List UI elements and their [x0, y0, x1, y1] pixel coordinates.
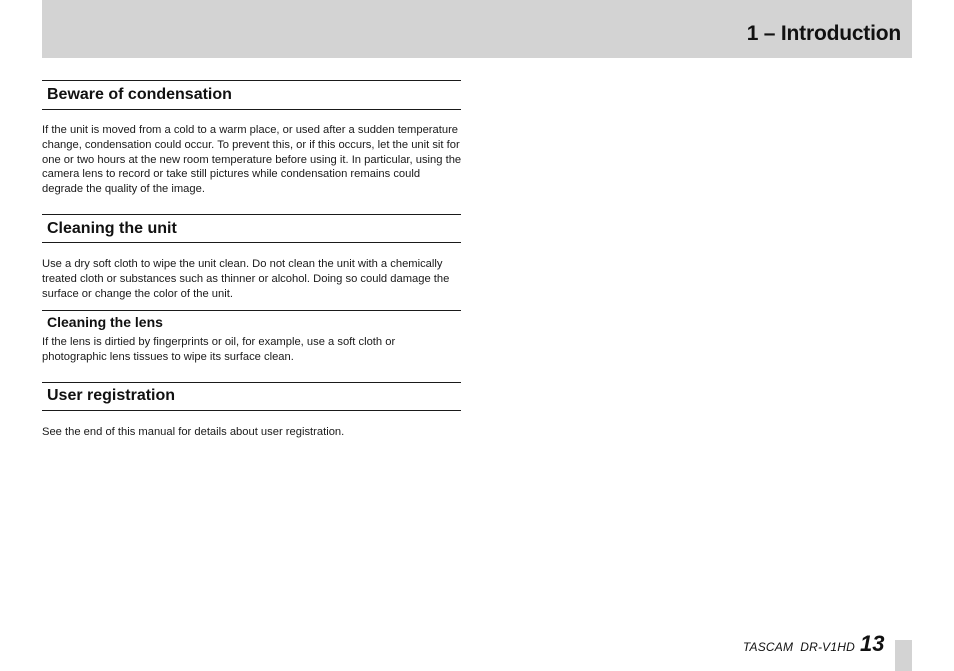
section-heading-label: Beware of condensation [47, 86, 232, 103]
subsection-rule [42, 310, 461, 311]
section-heading-condensation [42, 80, 461, 110]
section-heading-cleaning [42, 214, 461, 243]
subsection-heading-lens: Cleaning the lens [47, 314, 163, 330]
paragraph-registration: See the end of this manual for details about user registration. [42, 426, 345, 438]
footer-brand: TASCAM DR-V1HD [742, 640, 855, 654]
paragraph-condensation: If the unit is moved from a cold to a warm place, or used after a sudden temperature change, condensation could occur. To prevent this, or if this occurs, let the unit sit for one or two hours at the new room temperature before using it. In particular, using the camera lens to record or take still pictures while condensation remains could degrade the quality of the image. [42, 124, 462, 196]
chapter-title: 1 – Introduction [746, 22, 901, 45]
section-heading-label: Cleaning the unit [47, 220, 177, 237]
section-heading-registration [42, 382, 461, 411]
paragraph-cleaning: Use a dry soft cloth to wipe the unit clean. Do not clean the unit with a chemically treated cloth or substances such as thinner or alcohol. Doing so could damage the surface or change the color of the unit. [42, 258, 450, 300]
section-heading-label: User registration [47, 387, 176, 404]
chapter-header-band [42, 0, 912, 58]
paragraph-lens: If the lens is dirtied by fingerprints or oil, for example, use a soft cloth or photographic lens tissues to wipe its surface clean. [42, 336, 396, 363]
page-edge-tab [895, 640, 912, 671]
page-number: 13 [860, 631, 885, 656]
